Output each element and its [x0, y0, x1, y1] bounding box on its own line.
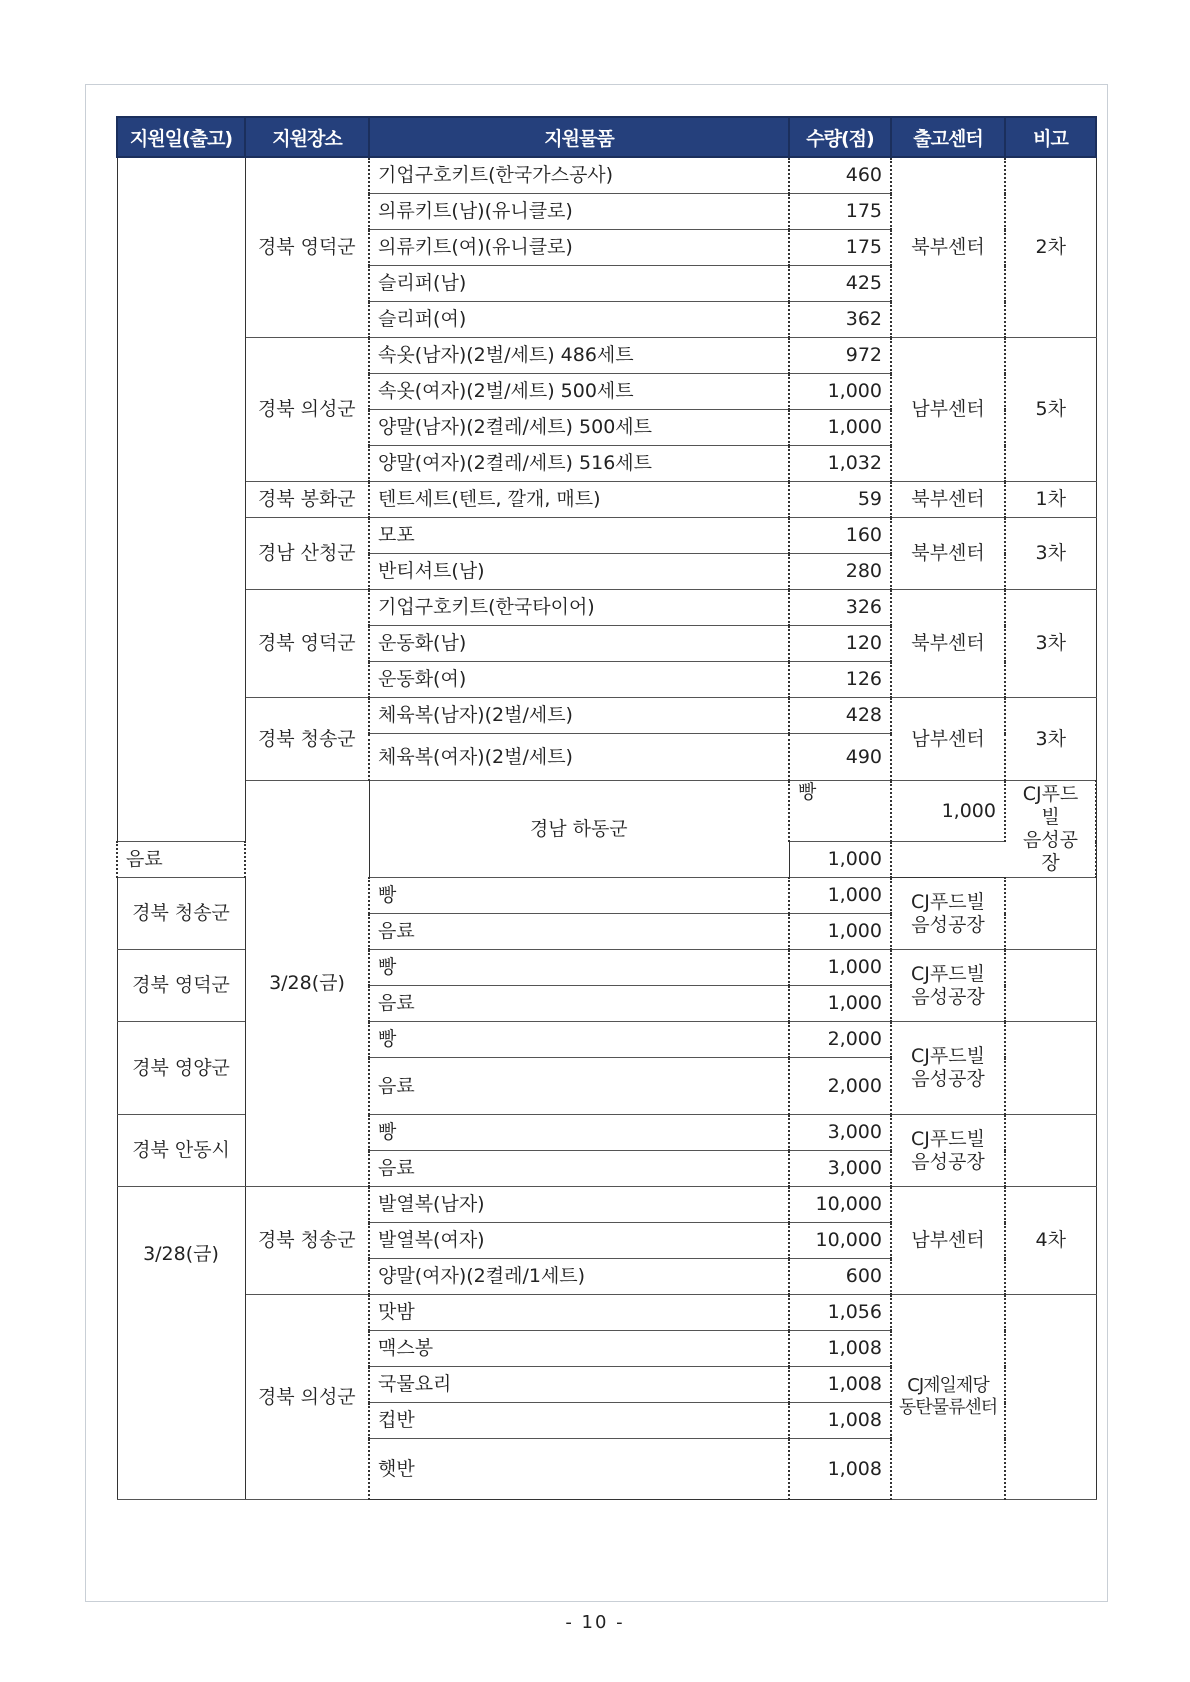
page-number: - 10 -	[565, 1612, 625, 1633]
center-cell: 북부센터	[891, 482, 1005, 518]
center-cell: 북부센터	[891, 518, 1005, 590]
place-cell: 경북 의성군	[245, 338, 369, 482]
center-line: 음성공장	[1022, 829, 1079, 874]
item-cell: 국물요리	[369, 1367, 789, 1403]
item-cell: 반티셔트(남)	[369, 554, 789, 590]
center-line: CJ푸드빌	[911, 1127, 985, 1150]
item-cell: 텐트세트(텐트, 깔개, 매트)	[369, 482, 789, 518]
center-line: CJ푸드빌	[911, 890, 985, 913]
item-cell: 운동화(여)	[369, 662, 789, 698]
qty-cell: 428	[789, 698, 891, 734]
header-item: 지원물품	[369, 117, 789, 157]
table-row	[117, 1295, 1096, 1331]
center-line: CJ푸드빌	[1022, 783, 1079, 829]
item-cell: 기업구호키트(한국타이어)	[369, 590, 789, 626]
qty-cell: 120	[789, 626, 891, 662]
place-cell: 경북 봉화군	[245, 482, 369, 518]
item-cell: 발열복(여자)	[369, 1223, 789, 1259]
header-row	[117, 117, 1096, 157]
note-cell: 5차	[1005, 338, 1096, 482]
item-cell: 모포	[369, 518, 789, 554]
center-line: CJ푸드빌	[911, 962, 985, 985]
note-cell: 2차	[1005, 157, 1096, 338]
center-line: 음성공장	[911, 913, 985, 936]
header-center: 출고센터	[891, 117, 1005, 157]
center-line: CJ제일제당	[907, 1375, 989, 1397]
note-cell	[1005, 950, 1096, 1022]
qty-cell: 1,000	[789, 914, 891, 950]
center-cell	[891, 878, 1005, 950]
item-cell: 음료	[369, 1058, 789, 1115]
center-line: 음성공장	[911, 985, 985, 1008]
place-cell: 경북 안동시	[117, 1115, 245, 1187]
item-cell: 빵	[369, 1022, 789, 1058]
qty-cell: 280	[789, 554, 891, 590]
item-cell: 속옷(남자)(2벌/세트) 486세트	[369, 338, 789, 374]
qty-cell: 1,032	[789, 446, 891, 482]
qty-cell: 1,000	[789, 986, 891, 1022]
center-line: CJ푸드빌	[911, 1045, 985, 1068]
table-row	[117, 518, 1096, 554]
table-row	[117, 590, 1096, 626]
qty-cell: 1,008	[789, 1331, 891, 1367]
qty-cell: 1,000	[789, 842, 891, 878]
place-cell: 경북 청송군	[117, 878, 245, 950]
place-cell: 경북 영덕군	[245, 157, 369, 338]
table-row	[117, 157, 1096, 194]
item-cell: 음료	[369, 914, 789, 950]
item-cell: 맥스봉	[369, 1331, 789, 1367]
item-cell: 빵	[369, 1115, 789, 1151]
item-cell: 체육복(여자)(2벌/세트)	[369, 734, 789, 781]
header-note: 비고	[1005, 117, 1096, 157]
qty-cell: 600	[789, 1259, 891, 1295]
place-cell: 경남 하동군	[369, 781, 789, 878]
item-cell: 음료	[117, 842, 245, 878]
item-cell: 체육복(남자)(2벌/세트)	[369, 698, 789, 734]
qty-cell: 460	[789, 157, 891, 194]
qty-cell: 1,008	[789, 1439, 891, 1500]
support-items-table	[116, 116, 1097, 1500]
note-cell	[1005, 878, 1096, 950]
item-cell: 빵	[369, 878, 789, 914]
item-cell: 기업구호키트(한국가스공사)	[369, 157, 789, 194]
note-cell: 1차	[1005, 482, 1096, 518]
center-cell: 남부센터	[891, 1187, 1005, 1295]
item-cell: 맛밤	[369, 1295, 789, 1331]
center-cell	[891, 1022, 1005, 1115]
item-cell: 양말(여자)(2켤레/1세트)	[369, 1259, 789, 1295]
center-cell: 북부센터	[891, 590, 1005, 698]
table-row	[117, 482, 1096, 518]
qty-cell: 972	[789, 338, 891, 374]
center-line: 동탄물류센터	[898, 1397, 998, 1418]
qty-cell: 1,008	[789, 1403, 891, 1439]
qty-cell: 3,000	[789, 1115, 891, 1151]
qty-cell: 362	[789, 302, 891, 338]
item-cell: 속옷(여자)(2벌/세트) 500세트	[369, 374, 789, 410]
qty-cell: 160	[789, 518, 891, 554]
table-row	[117, 698, 1096, 734]
place-cell: 경남 산청군	[245, 518, 369, 590]
header-qty: 수량(점)	[789, 117, 891, 157]
note-cell: 3차	[1005, 518, 1096, 590]
qty-cell: 2,000	[789, 1058, 891, 1115]
note-cell	[1005, 1022, 1096, 1115]
center-cell: 북부센터	[891, 157, 1005, 338]
qty-cell: 175	[789, 230, 891, 266]
table-row	[117, 781, 1096, 842]
item-cell: 의류키트(남)(유니클로)	[369, 194, 789, 230]
item-cell: 컵반	[369, 1403, 789, 1439]
note-cell	[1005, 1115, 1096, 1187]
item-cell: 음료	[369, 1151, 789, 1187]
item-cell: 양말(여자)(2켤레/세트) 516세트	[369, 446, 789, 482]
date-label: 3/28(금)	[143, 1243, 219, 1265]
place-cell: 경북 청송군	[245, 1187, 369, 1295]
qty-cell: 490	[789, 734, 891, 781]
place-cell: 경북 의성군	[245, 1295, 369, 1500]
qty-cell: 2,000	[789, 1022, 891, 1058]
table-row	[117, 1187, 1096, 1223]
item-cell: 슬리퍼(여)	[369, 302, 789, 338]
item-cell: 슬리퍼(남)	[369, 266, 789, 302]
item-cell: 음료	[369, 986, 789, 1022]
qty-cell: 1,008	[789, 1367, 891, 1403]
qty-cell: 1,000	[789, 878, 891, 914]
center-cell	[891, 1115, 1005, 1187]
qty-cell: 126	[789, 662, 891, 698]
header-date: 지원일(출고)	[117, 117, 245, 157]
item-cell: 빵	[789, 781, 891, 842]
item-cell: 운동화(남)	[369, 626, 789, 662]
item-cell: 빵	[369, 950, 789, 986]
item-cell: 발열복(남자)	[369, 1187, 789, 1223]
qty-cell: 10,000	[789, 1187, 891, 1223]
date-cell	[117, 157, 245, 842]
qty-cell: 425	[789, 266, 891, 302]
header-place: 지원장소	[245, 117, 369, 157]
center-line: 음성공장	[911, 1068, 985, 1090]
note-cell: 3차	[1005, 698, 1096, 781]
qty-cell: 1,000	[789, 410, 891, 446]
center-line: 음성공장	[911, 1150, 985, 1173]
qty-cell: 10,000	[789, 1223, 891, 1259]
place-cell: 경북 영양군	[117, 1022, 245, 1115]
qty-cell: 1,000	[789, 950, 891, 986]
center-cell: 남부센터	[891, 338, 1005, 482]
item-cell: 의류키트(여)(유니클로)	[369, 230, 789, 266]
qty-cell: 1,056	[789, 1295, 891, 1331]
note-cell: 3차	[1005, 590, 1096, 698]
qty-cell: 326	[789, 590, 891, 626]
qty-cell: 175	[789, 194, 891, 230]
date-cell	[117, 1187, 245, 1500]
place-cell: 경북 영덕군	[245, 590, 369, 698]
qty-cell: 1,000	[891, 781, 1005, 842]
note-cell	[1005, 1295, 1096, 1500]
center-cell	[891, 1295, 1005, 1500]
place-cell: 경북 영덕군	[117, 950, 245, 1022]
qty-cell: 1,000	[789, 374, 891, 410]
center-cell	[891, 950, 1005, 1022]
center-cell	[1005, 781, 1096, 878]
center-cell: 남부센터	[891, 698, 1005, 781]
date-cell: 3/28(금)	[245, 781, 369, 1187]
place-cell: 경북 청송군	[245, 698, 369, 781]
note-cell: 4차	[1005, 1187, 1096, 1295]
item-cell: 햇반	[369, 1439, 789, 1500]
qty-cell: 59	[789, 482, 891, 518]
item-cell: 양말(남자)(2켤레/세트) 500세트	[369, 410, 789, 446]
table-row	[117, 338, 1096, 374]
qty-cell: 3,000	[789, 1151, 891, 1187]
